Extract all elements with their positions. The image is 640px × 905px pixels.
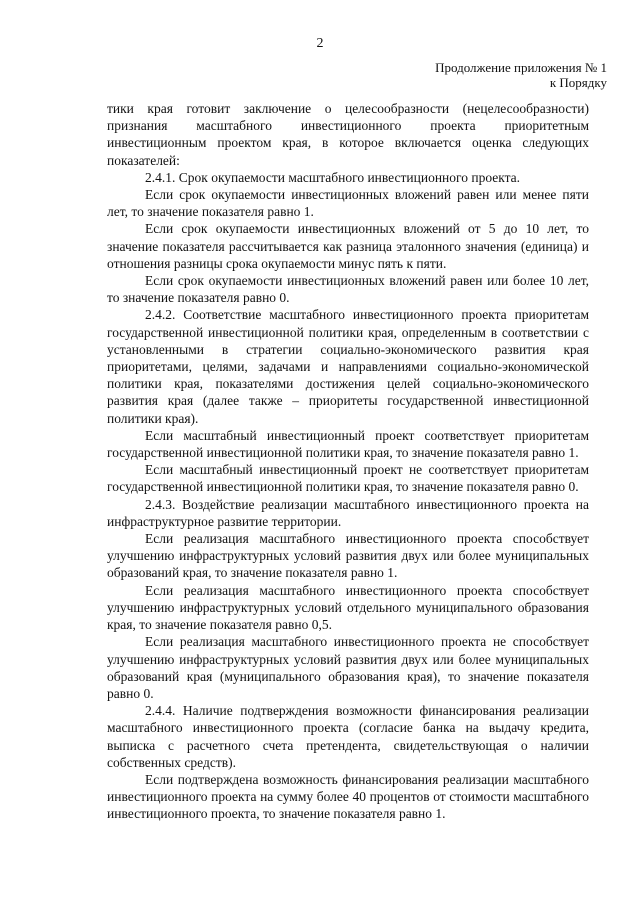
appendix-note-line-1: Продолжение приложения № 1: [435, 60, 607, 75]
paragraph: Если реализация масштабного инвестиционного проекта не способствует улучшению инфраструктурных условий развития двух или более муниципальных образований края (муниципального образования края), то значение показателя равно 0.: [107, 634, 589, 701]
paragraph: Если масштабный инвестиционный проект соответствует приоритетам государственной инвестиционной политики края, то значение показателя равно 1.: [107, 427, 589, 461]
paragraph: Если срок окупаемости инвестиционных вложений равен или более 10 лет, то значение показателя равно 0.: [107, 273, 589, 306]
paragraph-section-2-4-4: 2.4.4. Наличие подтверждения возможности финансирования реализации масштабного инвестиционного проекта (согласие банка на выдачу кредита, выписка с расчетного счета претендента, свидетельствующая о наличии собственных средств).: [107, 703, 589, 770]
paragraph: Если срок окупаемости инвестиционных вложений равен или менее пяти лет, то значение показателя равно 1.: [107, 187, 589, 220]
paragraph: Если реализация масштабного инвестиционного проекта способствует улучшению инфраструктурных условий развития двух или более муниципальных образований края, то значение показателя равно 1.: [107, 531, 589, 581]
paragraph: Если масштабный инвестиционный проект не соответствует приоритетам государственной инвестиционной политики края, то значение показателя равно 0.: [107, 462, 589, 495]
document-body: [107, 100, 589, 823]
paragraph-section-2-4-2: 2.4.2. Соответствие масштабного инвестиционного проекта приоритетам государственной инвестиционной политики края, определенным в соответствии с установленными в стратегии социально-экономического развития края приоритетами, целями, задачами и направлениями социально-экономической политики края, показателями достижения целей социально-экономического развития края (далее также – приоритеты государственной инвестиционной политики края).: [107, 307, 589, 426]
paragraph: Если срок окупаемости инвестиционных вложений от 5 до 10 лет, то значение показателя рассчитывается как разница эталонного значения (единица) и отношения разницы срока окупаемости минус пять к пяти.: [107, 221, 589, 271]
paragraph-section-2-4-1: 2.4.1. Срок окупаемости масштабного инвестиционного проекта.: [145, 169, 521, 185]
appendix-note: [435, 60, 607, 90]
paragraph-continuation: тики края готовит заключение о целесообразности (нецелесообразности) признания масштабного инвестиционного проекта приоритетным инвестиционным проектом края, в которое включается оценка следующих показателей:: [107, 101, 589, 168]
paragraph: Если подтверждена возможность финансирования реализации масштабного инвестиционного проекта на сумму более 40 процентов от стоимости масштабного инвестиционного проекта, то значение показателя равно 1.: [107, 771, 589, 822]
paragraph-section-2-4-3: 2.4.3. Воздействие реализации масштабного инвестиционного проекта на инфраструктурное развитие территории.: [107, 496, 589, 529]
paragraph: Если реализация масштабного инвестиционного проекта способствует улучшению инфраструктурных условий отдельного муниципального образования края, то значение показателя равно 0,5.: [107, 582, 589, 633]
page-number: 2: [316, 36, 324, 51]
appendix-note-line-2: к Порядку: [549, 75, 607, 90]
